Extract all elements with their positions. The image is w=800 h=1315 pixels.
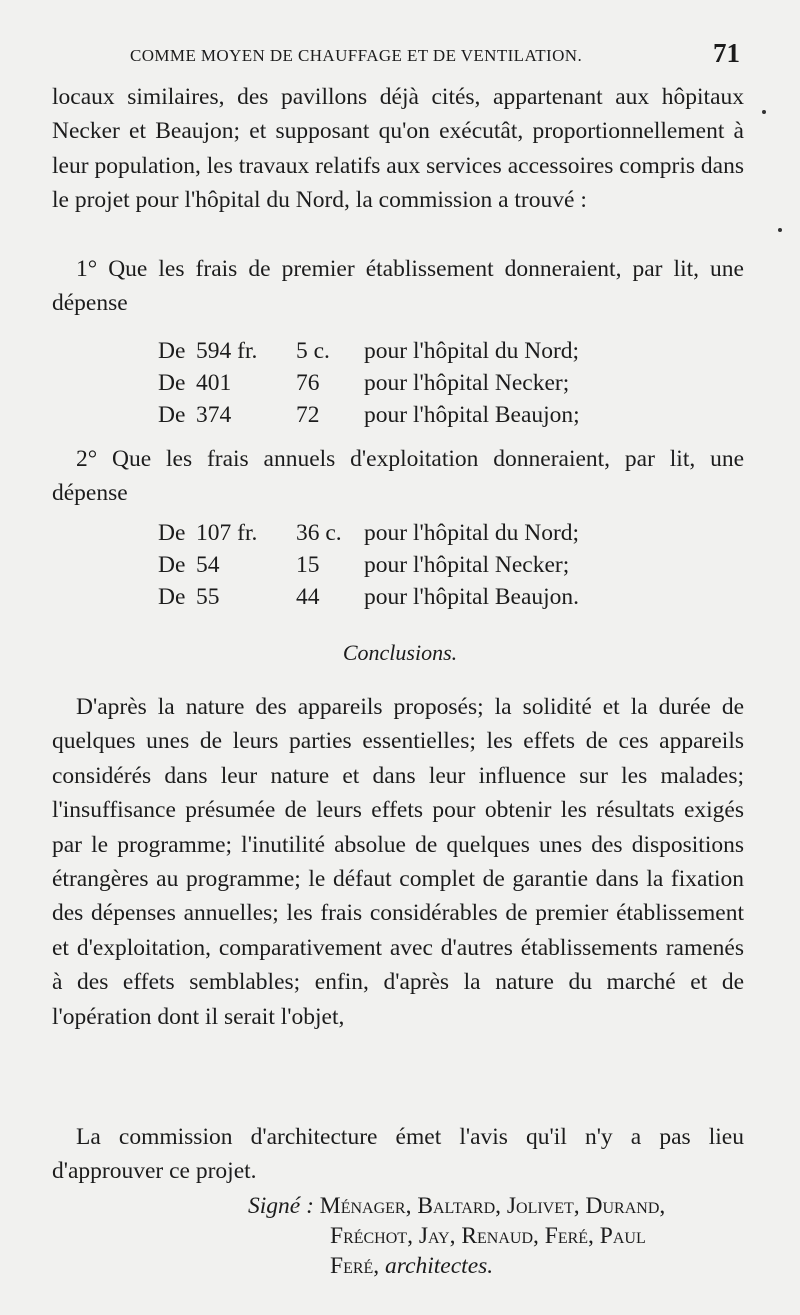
running-head: COMME MOYEN DE CHAUFFAGE ET DE VENTILATION. [130,46,583,65]
paragraph-1: locaux similaires, des pavillons déjà cités, appartenant aux hôpitaux Necker et Beaujon; et supposant qu'on exécutât, proportionnellement à leur population, les travaux relatifs aux services accessoires compris dans le projet pour l'hôpital du Nord, la commission a trouvé : [52,84,744,214]
table-cell-de: De [158,552,186,578]
speck-mark [762,110,766,114]
section-heading: Conclusions. [342,640,458,665]
paragraph-3: 2° Que les frais annuels d'exploitation donneraient, par lit, une dépense [52,446,744,507]
paragraph-5: La commission d'architecture émet l'avis qu'il n'y a pas lieu d'approuver ce projet. [52,1124,744,1185]
table-cell-de: De [158,370,186,396]
paragraph-4: D'après la nature des appareils proposés; la solidité et la durée de quelques unes de leurs parties essentielles; les effets de ces appareils considérés dans leur nature et dans leur influence sur les malades; l'insuffisance présumée de leurs effets pour obtenir les résultats exigés par le programme; l'inutilité absolue de quelques unes des dispositions étrangères au programme; le défaut complet de garantie dans la fixation des dépenses annuelles; les frais considérables de premier établissement et d'exploitation, comparativement avec d'autres établissements ramenés à des effets semblables; enfin, d'après la nature du marché et de l'opération dont il serait l'objet, [52,694,744,1030]
table-cell-cents: 15 [296,552,320,578]
table-cell-amount: 401 [196,370,232,396]
signature-line-3 [330,1253,493,1280]
table-cell-amount: 374 [196,402,232,428]
table-cell-amount: 55 [196,584,220,610]
table-cell-de: De [158,402,186,428]
table-cell-de: De [158,338,186,364]
signatories-1: Ménager, Baltard, Jolivet, Durand, [319,1193,666,1219]
table-cell-hospital: pour l'hôpital Necker; [364,552,570,578]
page-number: 71 [713,38,740,68]
table-cell-hospital: pour l'hôpital du Nord; [364,338,580,364]
speck-mark [778,228,782,232]
signature-line-1 [248,1193,665,1220]
table-cell-hospital: pour l'hôpital Beaujon; [364,402,580,428]
table-cell-cents: 44 [296,584,320,610]
table-cell-cents: 5 c. [296,338,330,364]
table-cell-amount: 594 fr. [196,338,258,364]
table-cell-hospital: pour l'hôpital Necker; [364,370,570,396]
table-cell-de: De [158,520,186,546]
table-cell-cents: 76 [296,370,320,396]
page-header [130,38,740,78]
table-cell-amount: 54 [196,552,220,578]
table-cell-hospital: pour l'hôpital du Nord; [364,520,580,546]
table-cell-hospital: pour l'hôpital Beaujon. [364,584,580,610]
table-cell-amount: 107 fr. [196,520,258,546]
signatories-2: Fréchot, Jay, Renaud, Feré, Paul [330,1223,646,1249]
paragraph-2: 1° Que les frais de premier établissement donneraient, par lit, une dépense [52,256,744,317]
table-cell-cents: 72 [296,402,320,428]
table-cell-cents: 36 c. [296,520,342,546]
signatories-3: Feré, [330,1253,380,1279]
signe-label: Signé : [248,1193,314,1219]
signature-line-2 [330,1223,646,1250]
table-cell-de: De [158,584,186,610]
signatories-role: architectes. [385,1253,494,1279]
